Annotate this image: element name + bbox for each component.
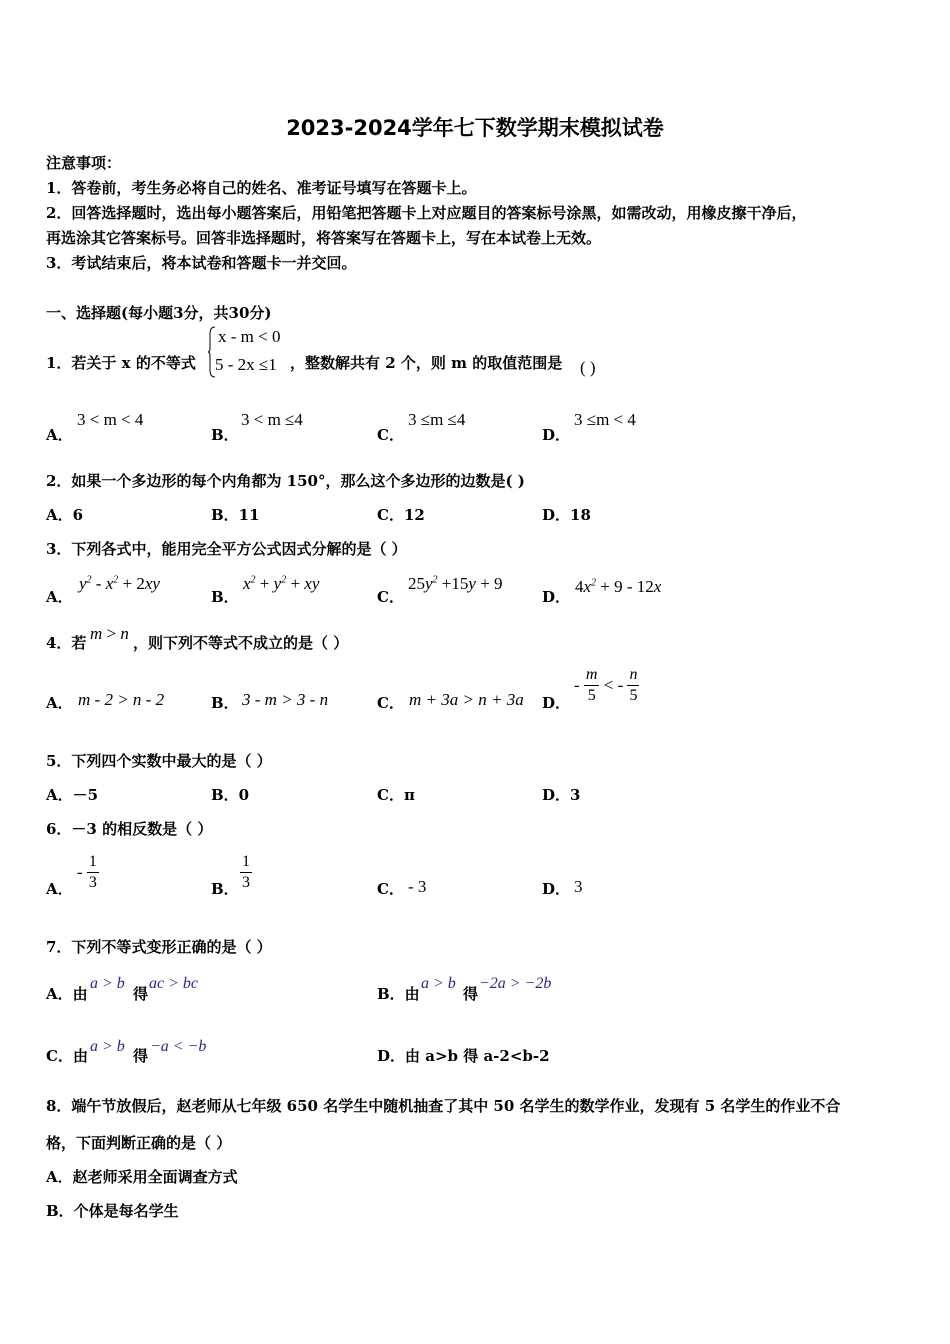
q1-option-a: 3 < m < 4 <box>77 410 144 429</box>
q7-option-c-cond: a > b <box>90 1038 125 1055</box>
notice-heading: 注意事项： <box>46 154 122 172</box>
q3-option-a-formula: $y^2 - x^2 + 2xy$ <box>79 574 160 593</box>
q4-stem-a: 4．若 <box>46 634 87 652</box>
q7-option-b-cond: a > b <box>421 975 456 992</box>
q6-option-a-formula: - $\frac{1}{3}$ <box>77 853 97 891</box>
q7-option-a-label: A．由 <box>46 985 88 1003</box>
notice-item: 1．答卷前，考生务必将自己的姓名、准考证号填写在答题卡上。 <box>46 179 477 197</box>
q2-option-d: D．18 <box>542 506 591 524</box>
q3-stem: 3．下列各式中，能用完全平方公式因式分解的是（ ） <box>46 540 407 558</box>
q1-option-c: 3 ≤m ≤4 <box>408 410 466 429</box>
q8-option-b: B．个体是每名学生 <box>46 1202 179 1220</box>
q7-option-a-result: ac > bc <box>149 975 198 992</box>
q6-option-b-formula: $\frac{1}{3}$ <box>242 853 250 891</box>
q4-stem-b: ，则下列不等式不成立的是（ ） <box>133 634 349 652</box>
section-heading: 一、选择题(每小题3分，共30分) <box>46 304 272 322</box>
q3-option-d-formula: $4x^2 + 9 - 12x$ <box>575 577 662 596</box>
q3-option-b-label: B． <box>211 588 239 606</box>
q4-option-c: m + 3a > n + 3a <box>409 690 524 709</box>
q2-option-b: B．11 <box>211 506 260 524</box>
q2-option-a: A．6 <box>46 506 84 524</box>
q1-stem-b: ，整数解共有 2 个，则 m 的取值范围是 <box>290 354 563 372</box>
q7-option-a-get: 得 <box>133 985 149 1003</box>
q5-option-c: C．π <box>377 786 415 804</box>
system-line-1: x - m < 0 <box>218 327 281 346</box>
q7-option-c-label: C．由 <box>46 1047 88 1065</box>
q7-option-c-get: 得 <box>133 1047 149 1065</box>
q5-option-a: A．－5 <box>46 786 99 804</box>
q5-option-d: D．3 <box>542 786 581 804</box>
q7-option-c-result: −a < −b <box>150 1038 207 1055</box>
q3-option-d-label: D． <box>542 588 571 606</box>
q6-option-c-label: C． <box>377 880 404 898</box>
q3-option-a-label: A． <box>46 588 73 606</box>
q7-option-b-label: B．由 <box>377 985 420 1003</box>
q4-option-d-formula: - $\frac{m}{5}$ < - $\frac{n}{5}$ <box>574 666 638 704</box>
q4-option-b: 3 - m > 3 - n <box>242 690 329 709</box>
q1-option-c-label: C． <box>377 426 404 444</box>
q3-option-c-formula: $25y^2 +15y + 9$ <box>408 574 503 593</box>
q1-option-d-label: D． <box>542 426 571 444</box>
q1-option-b: 3 < m ≤4 <box>241 410 303 429</box>
system-line-2: 5 - 2x ≤1 <box>215 355 277 374</box>
q4-option-d-label: D． <box>542 694 571 712</box>
q5-stem: 5．下列四个实数中最大的是（ ） <box>46 752 272 770</box>
q7-option-b-result: −2a > −2b <box>479 975 552 992</box>
q1-option-b-label: B． <box>211 426 239 444</box>
q1-stem-a: 1．若关于 x 的不等式 <box>46 354 196 372</box>
q4-option-c-label: C． <box>377 694 404 712</box>
q4-option-b-label: B． <box>211 694 239 712</box>
q8-stem-line-2: 格，下面判断正确的是（ ） <box>46 1134 232 1152</box>
q8-stem-line-1: 8．端午节放假后，赵老师从七年级 650 名学生中随机抽查了其中 50 名学生的数学作业，发现有 5 名学生的作业不合 <box>46 1097 841 1115</box>
q4-condition: m > n <box>90 624 129 643</box>
q3-option-b-formula: $x^2 + y^2$ + xy <box>243 574 320 593</box>
q4-option-a: m - 2 > n - 2 <box>78 690 165 709</box>
q1-answer-paren: ( ) <box>580 358 596 377</box>
q7-option-d: D．由 a>b 得 a-2<b-2 <box>377 1047 550 1065</box>
q6-option-d: 3 <box>574 877 583 896</box>
q7-option-a-cond: a > b <box>90 975 125 992</box>
q2-option-c: C．12 <box>377 506 425 524</box>
system-brace <box>208 326 212 378</box>
notice-item: 3．考试结束后，将本试卷和答题卡一并交回。 <box>46 254 357 272</box>
q4-option-a-label: A． <box>46 694 73 712</box>
page-title: 2023-2024学年七下数学期末模拟试卷 <box>286 116 664 140</box>
q7-stem: 7．下列不等式变形正确的是（ ） <box>46 938 272 956</box>
q7-option-b-get: 得 <box>463 985 479 1003</box>
q6-option-b-label: B． <box>211 880 239 898</box>
q3-option-c-label: C． <box>377 588 404 606</box>
q1-option-a-label: A． <box>46 426 73 444</box>
q1-option-d: 3 ≤m < 4 <box>574 410 636 429</box>
q6-option-c: - 3 <box>408 877 427 896</box>
notice-item: 2．回答选择题时，选出每小题答案后，用铅笔把答题卡上对应题目的答案标号涂黑，如需改动，用橡皮擦干净后， <box>46 204 807 222</box>
q6-option-a-label: A． <box>46 880 73 898</box>
q8-option-a: A．赵老师采用全面调查方式 <box>46 1168 238 1186</box>
q2-stem: 2．如果一个多边形的每个内角都为 150°，那么这个多边形的边数是( ) <box>46 472 525 490</box>
q5-option-b: B．0 <box>211 786 250 804</box>
notice-item: 再选涂其它答案标号。回答非选择题时，将答案写在答题卡上，写在本试卷上无效。 <box>46 229 602 247</box>
q6-option-d-label: D． <box>542 880 571 898</box>
q6-stem: 6．－3 的相反数是（ ） <box>46 820 213 838</box>
